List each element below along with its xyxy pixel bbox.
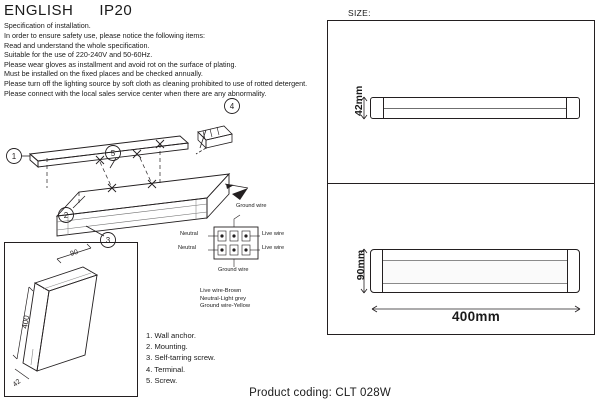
product-side-view <box>370 97 580 119</box>
dimension-length-text: 400mm <box>451 309 501 324</box>
legend-item: 3. Self-tarring screw. <box>146 353 216 363</box>
note-line: Read and understand the whole specification. <box>4 40 150 50</box>
header-block <box>4 2 334 98</box>
ip-rating-title: IP20 <box>99 2 133 19</box>
size-panel-divider <box>328 183 594 184</box>
product-front-cap-right <box>567 249 568 293</box>
svg-text:2: 2 <box>63 211 69 220</box>
dimension-height-top-text: 42mm <box>353 85 365 116</box>
wire-label-live-bottom: Live wire <box>262 245 285 251</box>
legend-item: 1. Wall anchor. <box>146 331 196 340</box>
wire-legend-line: Ground wire-Yellow <box>200 303 251 310</box>
product-side-seam <box>384 108 566 109</box>
svg-text:4: 4 <box>229 102 235 111</box>
wire-legend-line: Live wire-Brown <box>200 288 242 294</box>
dimension-height-bottom <box>350 243 368 299</box>
product-front-view <box>370 249 580 293</box>
product-side-cap-left <box>383 97 384 119</box>
wire-legend-line: Neutral-Light grey <box>200 295 247 302</box>
dimension-detail-box <box>4 242 138 397</box>
svg-text:5: 5 <box>110 149 116 158</box>
specification-subtitle: Specification of installation. <box>4 21 91 30</box>
detail-dim-width: 90 <box>69 248 80 258</box>
note-line: Suitable for the use of 220-240V and 50-60Hz. <box>4 50 153 60</box>
legend-item: 5. Screw. <box>146 375 178 385</box>
product-coding: Product coding: CLT 028W <box>249 387 391 399</box>
product-front-lens <box>383 260 567 284</box>
language-title: ENGLISH <box>4 2 74 19</box>
svg-text:3: 3 <box>105 236 111 245</box>
svg-text:1: 1 <box>11 152 17 161</box>
size-panel-label: SIZE: <box>348 8 371 18</box>
detail-dim-length: 400 <box>20 314 32 330</box>
dimension-height-top <box>350 81 368 135</box>
detail-dim-depth: 42 <box>11 378 23 389</box>
note-line: In order to ensure safety use, please notice the following items: <box>4 31 205 40</box>
note-line: Must be installed on the fixed places and be checked annually. <box>4 69 203 79</box>
product-front-cap-left <box>382 249 383 293</box>
wire-label-live-top: Live wire <box>262 231 285 237</box>
size-panel <box>327 20 595 335</box>
legend-item: 2. Mounting. <box>146 342 188 352</box>
note-line: Please wear gloves as installment and avoid rot on the surface of plating. <box>4 59 237 69</box>
dimension-height-bottom-text: 90mm <box>355 249 367 281</box>
dimension-length <box>370 305 582 327</box>
note-line: Please connect with the local sales service center when there are any abnormality. <box>4 88 267 98</box>
parts-legend <box>146 330 215 386</box>
wire-label-ground-top: Ground wire <box>236 203 267 209</box>
note-line: Please turn off the lighting source by soft cloth as cleaning prohibited to use of rotted detergent. <box>4 78 308 88</box>
wire-label-neutral-bottom: Neutral <box>178 245 197 251</box>
wire-label-neutral-top: Neutral <box>180 231 199 237</box>
product-side-cap-right <box>566 97 567 119</box>
wire-colour-legend <box>200 288 250 311</box>
wire-label-ground-bottom: Ground wire <box>218 267 249 273</box>
title-row <box>4 2 334 19</box>
legend-item: 4. Terminal. <box>146 364 186 374</box>
